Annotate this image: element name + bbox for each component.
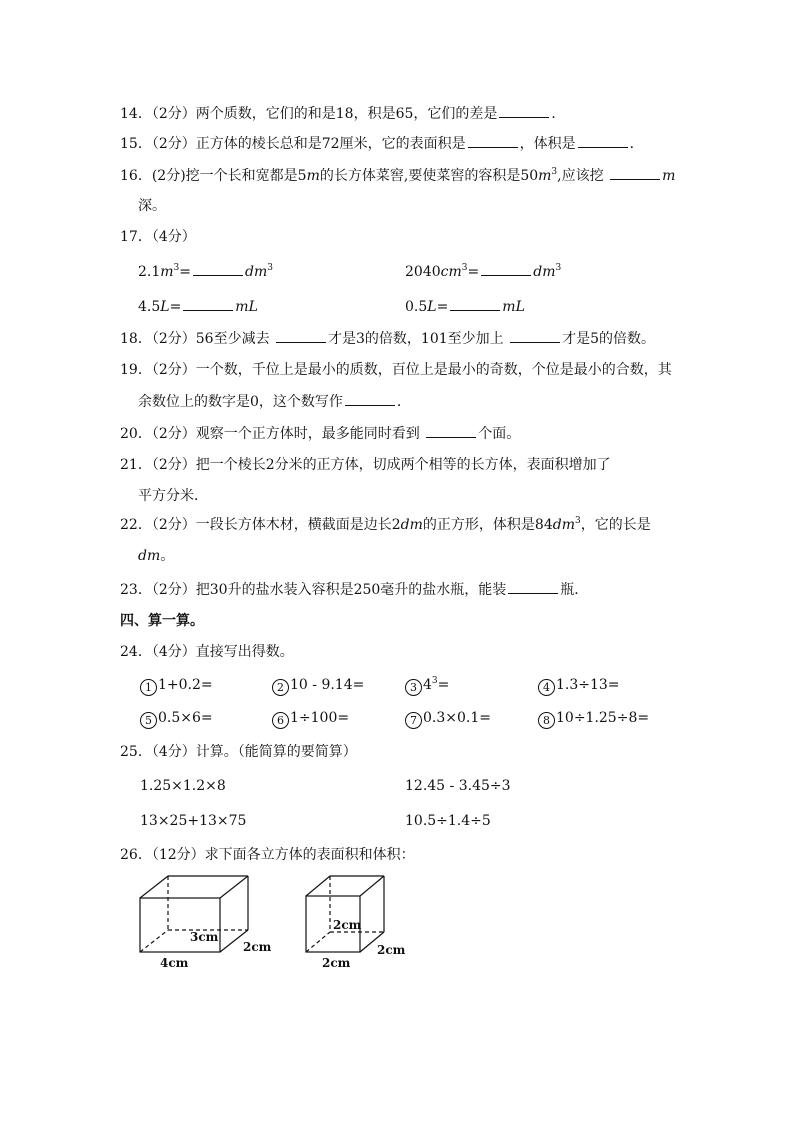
calc-expression: 1.25×1.2×8 <box>140 778 226 794</box>
calc-item-1: 1 1+0.2= <box>140 675 213 696</box>
calc-item-6: 6 1÷100= <box>272 708 349 729</box>
dimension-label: 3cm <box>190 930 219 944</box>
conversion-c: 4.5L= mL <box>138 296 258 317</box>
question-score: （2分） <box>151 136 196 152</box>
question-22-line2: dm。 <box>138 548 175 564</box>
question-21-line2: 平方分米． <box>138 488 208 504</box>
question-text: 正方体的棱长总和是72厘米，它的表面积是 <box>195 136 466 152</box>
answer-blank[interactable] <box>426 423 476 438</box>
question-score: (2分) <box>151 168 186 184</box>
question-number: 22． <box>120 517 152 533</box>
question-24: 24．（4分）直接写出得数。 <box>120 644 294 660</box>
question-20: 20．（2分）观察一个正方体时，最多能同时看到 个面。 <box>120 423 520 444</box>
question-23: 23．（2分）把30升的盐水装入容积是250毫升的盐水瓶，能装 瓶． <box>120 579 588 600</box>
question-score: （4分） <box>151 744 196 760</box>
conversion-a: $2.1m^3= dm^3$ <box>138 263 273 280</box>
question-19: 19．（2分）一个数，千位上是最小的质数，百位上是最小的奇数，个位是最小的合数，其 <box>120 362 672 378</box>
question-number: 14． <box>120 106 152 122</box>
question-number: 17． <box>120 229 152 245</box>
question-21: 21．（2分）把一个棱长2分米的正方体，切成两个相等的长方体，表面积增加了 <box>120 457 611 473</box>
question-25: 25．（4分）计算。（能简算的要简算） <box>120 744 357 760</box>
answer-blank[interactable] <box>276 328 326 343</box>
question-score: （2分） <box>151 426 196 442</box>
calc-item-4: 4 1.3÷13= <box>538 675 620 696</box>
answer-blank[interactable] <box>468 133 518 148</box>
question-number: 20． <box>120 426 152 442</box>
question-score: （2分） <box>151 457 196 473</box>
dimension-label: 2cm <box>377 943 406 957</box>
calc-expression: 12.45 - 3.45÷3 <box>405 778 511 794</box>
question-text: 两个质数，它们的和是18，积是65，它们的差是 <box>195 106 498 122</box>
question-number: 18． <box>120 331 152 347</box>
answer-blank[interactable] <box>578 133 628 148</box>
question-17 <box>120 227 196 247</box>
answer-blank[interactable] <box>193 261 243 276</box>
question-score: （2分） <box>151 582 196 598</box>
calc-item-8: 8 10÷1.25÷8= <box>538 708 649 729</box>
answer-blank[interactable] <box>499 103 549 118</box>
question-16: 16．(2分)挖一个长和宽都是5m的长方体菜窖,要使菜窖的容积是$50m^3$,应该挖 m <box>120 167 676 184</box>
question-score: （4分） <box>151 644 196 660</box>
question-number: 23． <box>120 582 152 598</box>
question-number: 26． <box>120 847 152 863</box>
answer-blank[interactable] <box>345 391 395 406</box>
calc-item-5: 5 0.5×6= <box>140 708 213 729</box>
answer-blank[interactable] <box>450 296 500 311</box>
question-score: （2分） <box>151 106 196 122</box>
question-score: （12分） <box>151 847 205 863</box>
question-14: 14．（2分）两个质数，它们的和是18，积是65，它们的差是 ． <box>120 103 565 124</box>
question-16-line2: 深。 <box>138 198 166 214</box>
calc-item-7: 7 0.3×0.1= <box>405 708 491 729</box>
question-number: 19． <box>120 362 152 378</box>
question-22: 22．（2分）一段长方体木材，横截面是边长2dm的正方形，体积是$84dm^3$，它的长是 <box>120 516 651 533</box>
question-19-line2: 余数位上的数字是0，这个数写作 ． <box>138 391 411 412</box>
answer-blank[interactable] <box>183 296 233 311</box>
question-score: （4分） <box>151 229 196 245</box>
answer-blank[interactable] <box>610 165 660 180</box>
conversion-b: $2040cm^3= dm^3$ <box>405 263 562 280</box>
dimension-label: 2cm <box>243 940 272 954</box>
question-15: 15．（2分）正方体的棱长总和是72厘米，它的表面积是 ，体积是 ． <box>120 133 644 154</box>
question-score: （2分） <box>151 331 196 347</box>
question-26: 26．（12分）求下面各立方体的表面积和体积： <box>120 847 415 863</box>
section-heading: 四、算一算。 <box>120 613 204 629</box>
answer-blank[interactable] <box>508 579 558 594</box>
answer-blank[interactable] <box>481 261 531 276</box>
dimension-label: 2cm <box>322 956 351 970</box>
dimension-label: 2cm <box>333 918 362 932</box>
calc-item-3: 3 $4^3=$ <box>405 675 449 696</box>
question-number: 25． <box>120 744 152 760</box>
calc-item-2: 2 10 - 9.14= <box>272 675 364 696</box>
conversion-d: 0.5L= mL <box>405 296 525 317</box>
question-score: （2分） <box>151 517 196 533</box>
answer-blank[interactable] <box>510 328 560 343</box>
question-number: 24． <box>120 644 152 660</box>
dimension-label: 4cm <box>160 956 189 970</box>
question-number: 21． <box>120 457 152 473</box>
question-number: 16． <box>120 168 152 184</box>
question-number: 15． <box>120 136 152 152</box>
question-score: （2分） <box>151 362 196 378</box>
calc-expression: 13×25+13×75 <box>140 813 247 829</box>
calc-expression: 10.5÷1.4÷5 <box>405 813 491 829</box>
question-18: 18．（2分）56至少减去 才是3的倍数，101至少加上 才是5的倍数。 <box>120 328 655 349</box>
